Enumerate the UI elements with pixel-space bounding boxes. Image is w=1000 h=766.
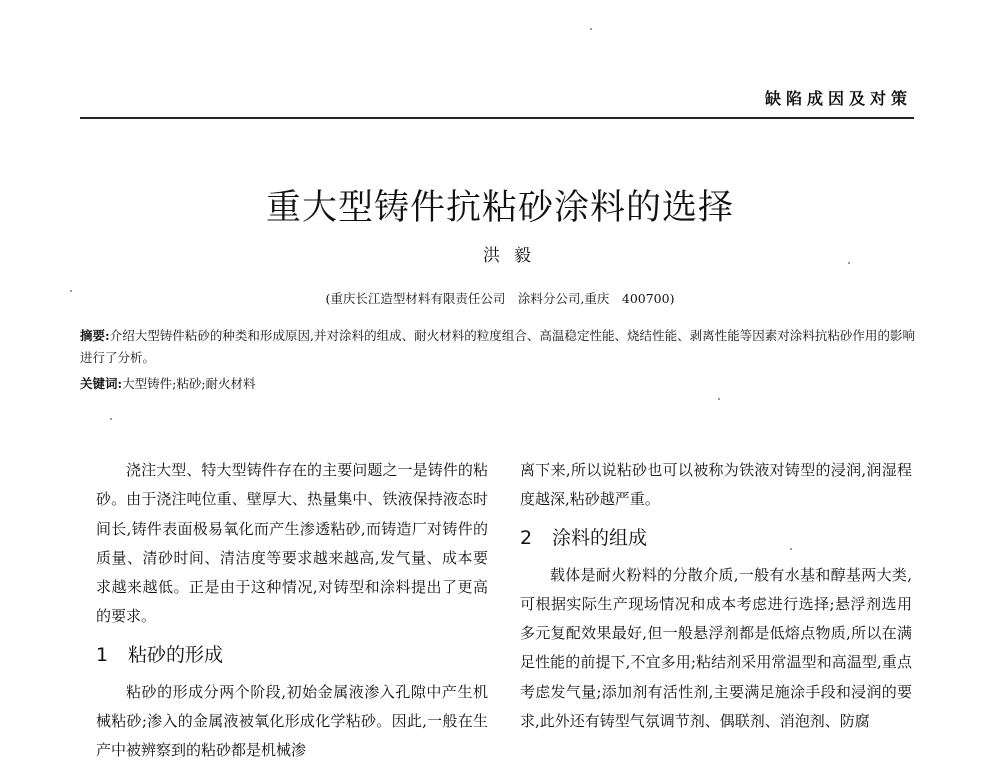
- section-1-heading: [96, 642, 488, 668]
- right-column: [520, 456, 912, 736]
- affiliation: (重庆长江造型材料有限责任公司 涂料分公司,重庆 400700): [325, 291, 675, 306]
- continued-paragraph: 离下来,所以说粘砂也可以被称为铁液对铸型的浸润,润湿程度越深,粘砂越严重。: [520, 461, 912, 509]
- left-column: [96, 456, 488, 766]
- keywords-label: 关键词:: [80, 376, 123, 391]
- section-2-heading: [520, 525, 912, 551]
- abstract: [80, 325, 915, 369]
- intro-paragraph: 浇注大型、特大型铸件存在的主要问题之一是铸件的粘砂。由于浇注吨位重、壁厚大、热量集中、铁液保持液态时间长,铸件表面极易氧化而产生渗透粘砂,而铸造厂对铸件的质量、清砂时间、清洁度等要求越来越高,发气量、成本要求越来越低。正是由于这种情况,对铸型和涂料提出了更高的要求。: [96, 461, 488, 626]
- abstract-label: 摘要:: [80, 328, 110, 343]
- section-2-number: 2: [520, 526, 533, 549]
- keywords: [80, 373, 915, 395]
- header-rule: [80, 117, 914, 119]
- abstract-text: 介绍大型铸件粘砂的种类和形成原因,并对涂料的组成、耐火材料的粒度组合、高温稳定性能、烧结性能、剥离性能等因素对涂料抗粘砂作用的影响进行了分析。: [80, 328, 915, 365]
- keywords-text: 大型铸件;粘砂;耐火材料: [122, 376, 256, 391]
- author: 洪毅: [483, 246, 545, 266]
- section-1-title: 粘砂的形成: [128, 643, 224, 666]
- scan-speck: [718, 398, 720, 400]
- section-header: 缺陷成因及对策: [764, 89, 912, 108]
- scan-speck: [790, 548, 792, 550]
- scan-speck: [590, 28, 592, 30]
- scan-speck: [848, 262, 850, 264]
- paper-title: 重大型铸件抗粘砂涂料的选择: [265, 188, 734, 228]
- section-1-paragraph: 粘砂的形成分两个阶段,初始金属液渗入孔隙中产生机械粘砂;渗入的金属液被氧化形成化学粘砂。因此,一般在生产中被辨察到的粘砂都是机械渗: [96, 682, 488, 760]
- section-2-title: 涂料的组成: [552, 526, 648, 549]
- section-2-paragraph: 载体是耐火粉料的分散介质,一般有水基和醇基两大类,可根据实际生产现场情况和成本考虑进行选择;悬浮剂选用多元复配效果最好,但一般悬浮剂都是低熔点物质,所以在满足性能的前提下,不宜多用;粘结剂采用常温型和高温型,重点考虑发气量;添加剂有活性剂,主要满足施涂手段和浸润的要求,此外还有铸型气氛调节剂、偶联剂、消泡剂、防腐: [520, 565, 912, 731]
- section-1-number: 1: [96, 643, 109, 666]
- scan-speck: [70, 290, 72, 292]
- scan-speck: [110, 418, 112, 420]
